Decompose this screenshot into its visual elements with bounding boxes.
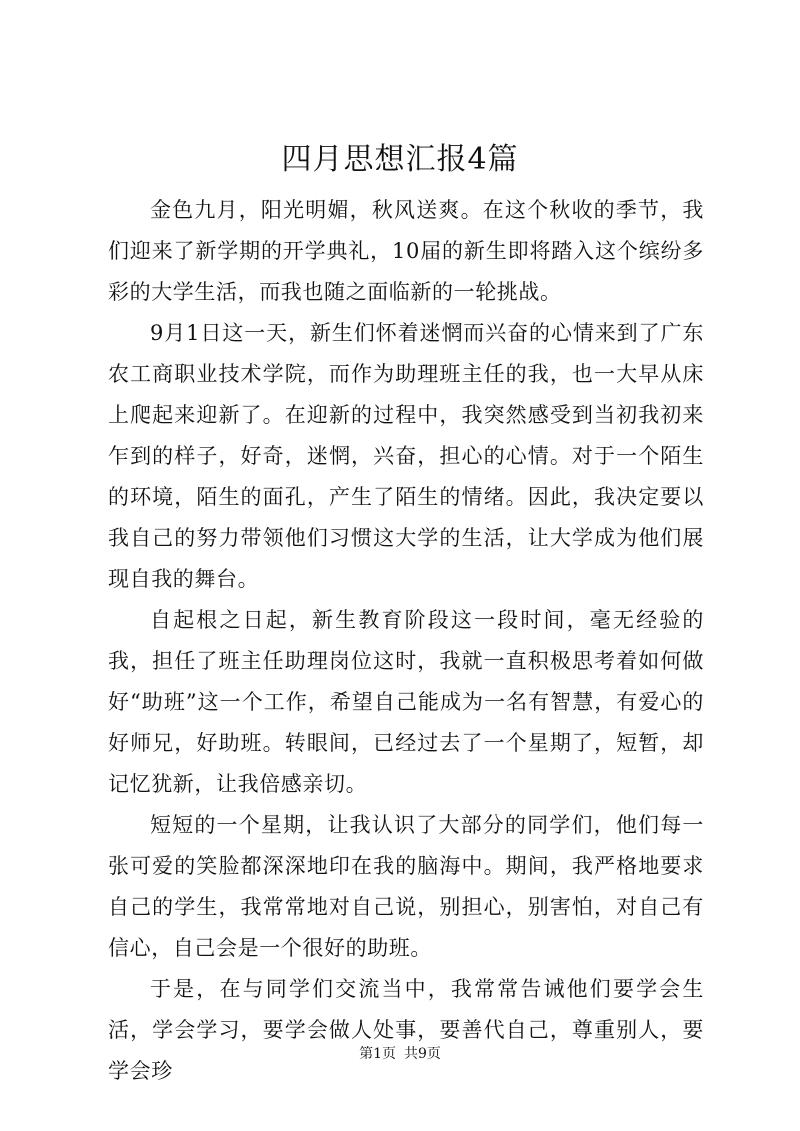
- page-number: 第1页: [359, 1046, 396, 1062]
- page-total: 共9页: [404, 1046, 441, 1062]
- paragraph-5: 于是，在与同学们交流当中，我常常告诫他们要学会生活，学会学习，要学会做人处事，要善代自己，尊重别人，要学会珍: [108, 977, 704, 1083]
- document-body: [108, 190, 704, 1092]
- paragraph-3: 自起根之日起，新生教育阶段这一段时间，毫无经验的我，担任了班主任助理岗位这时，我就一直积极思考着如何做好“助班”这一个工作，希望自己能成为一名有智慧，有爱心的好师兄，好助班。转眼间，已经过去了一个星期了，短暂，却记忆犹新，让我倍感亲切。: [108, 608, 704, 796]
- paragraph-2: 9月1日这一天，新生们怀着迷惘而兴奋的心情来到了广东农工商职业技术学院，而作为助理班主任的我，也一大早从床上爬起来迎新了。在迎新的过程中，我突然感受到当初我初来乍到的样子，好奇，迷惘，兴奋，担心的心情。对于一个陌生的环境，陌生的面孔，产生了陌生的情绪。因此，我决定要以我自己的努力带领他们习惯这大学的生活，让大学成为他们展现自我的舞台。: [108, 321, 704, 591]
- paragraph-4: 短短的一个星期，让我认识了大部分的同学们，他们每一张可爱的笑脸都深深地印在我的脑海中。期间，我严格地要求自己的学生，我常常地对自己说，别担心，别害怕，对自己有信心，自己会是一个很好的助班。: [108, 813, 704, 960]
- page-title: 四月思想汇报4篇: [281, 142, 519, 177]
- page-footer: [0, 1044, 800, 1064]
- paragraph-1: 金色九月，阳光明媚，秋风送爽。在这个秋收的季节，我们迎来了新学期的开学典礼，10届的新生即将踏入这个缤纷多彩的大学生活，而我也随之面临新的一轮挑战。: [108, 198, 704, 304]
